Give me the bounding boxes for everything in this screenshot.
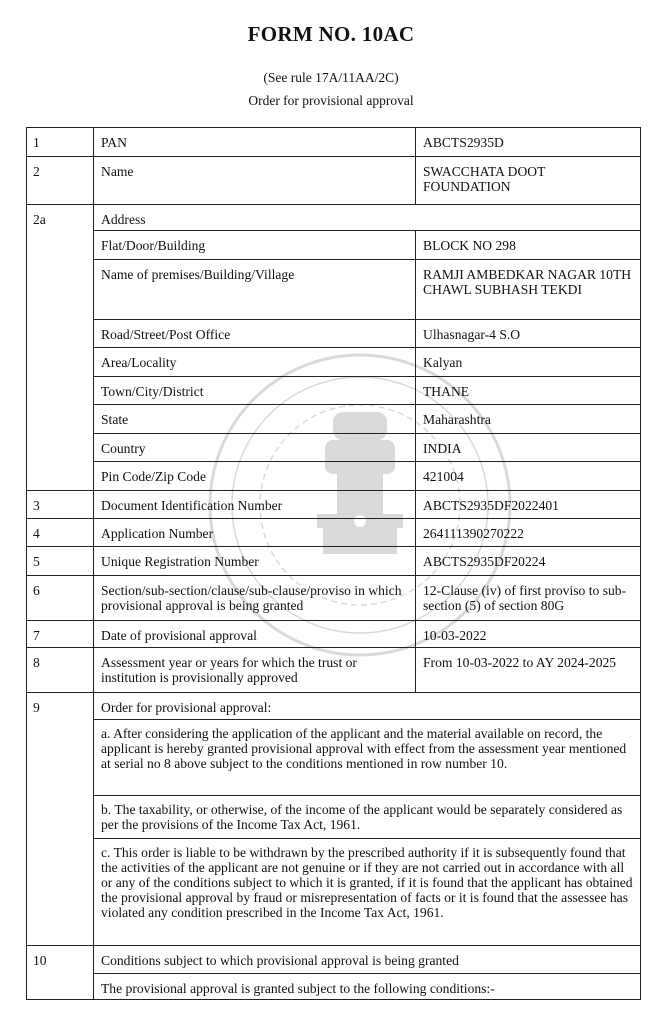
row-label: Pin Code/Zip Code xyxy=(94,462,416,491)
row-label: PAN xyxy=(94,128,416,157)
state-value: Maharashtra xyxy=(416,405,641,434)
table-row xyxy=(27,693,641,720)
conditions-heading: Conditions subject to which provisional approval is being granted xyxy=(94,946,641,974)
table-row xyxy=(27,796,641,839)
row-number: 10 xyxy=(27,946,94,1000)
row-label: Name of premises/Building/Village xyxy=(94,260,416,320)
date-value: 10-03-2022 xyxy=(416,621,641,648)
table-row xyxy=(27,231,641,260)
row-number: 9 xyxy=(27,693,94,946)
form-title: FORM NO. 10AC xyxy=(247,22,415,46)
country-value: INDIA xyxy=(416,434,641,462)
row-label: Road/Street/Post Office xyxy=(94,320,416,348)
table-row xyxy=(27,320,641,348)
row-label: Area/Locality xyxy=(94,348,416,377)
table-row xyxy=(27,128,641,157)
order-paragraph-a: a. After considering the application of the applicant and the material available on record, the applicant is hereby granted provisional approval with effect from the assessment year mentioned at serial no 8 above subject to the conditions mentioned in row number 10. xyxy=(94,720,641,796)
row-label: Town/City/District xyxy=(94,377,416,405)
table-row xyxy=(27,405,641,434)
pin-value: 421004 xyxy=(416,462,641,491)
table-row xyxy=(27,377,641,405)
row-label: Application Number xyxy=(94,519,416,547)
row-number: 3 xyxy=(27,491,94,519)
table-row xyxy=(27,839,641,946)
urn-value: ABCTS2935DF20224 xyxy=(416,547,641,576)
flat-value: BLOCK NO 298 xyxy=(416,231,641,260)
table-row xyxy=(27,621,641,648)
table-row xyxy=(27,974,641,1000)
row-label: Name xyxy=(94,157,416,205)
order-paragraph-c: c. This order is liable to be withdrawn by the prescribed authority if it is subsequently found that the activities of the applicant are not genuine or if they are not carried out in accordance with all or any of the conditions subject to which it is granted, if it is found that the applicant has obtained the provisional approval by fraud or misrepresentation of facts or it is found that the assessee has violated any condition prescribed in the Income Tax Act, 1961. xyxy=(94,839,641,946)
row-number: 2a xyxy=(27,205,94,491)
ay-value: From 10-03-2022 to AY 2024-2025 xyxy=(416,648,641,693)
table-row xyxy=(27,260,641,320)
table-row xyxy=(27,491,641,519)
approval-table xyxy=(26,127,641,1000)
row-label: Flat/Door/Building xyxy=(94,231,416,260)
table-row xyxy=(27,720,641,796)
area-value: Kalyan xyxy=(416,348,641,377)
table-row xyxy=(27,547,641,576)
conditions-intro: The provisional approval is granted subject to the following conditions:- xyxy=(94,974,641,1000)
row-label: Unique Registration Number xyxy=(94,547,416,576)
table-row xyxy=(27,157,641,205)
table-row xyxy=(27,462,641,491)
pan-value: ABCTS2935D xyxy=(416,128,641,157)
premises-value: RAMJI AMBEDKAR NAGAR 10TH CHAWL SUBHASH TEKDI xyxy=(416,260,641,320)
table-row xyxy=(27,946,641,974)
table-row xyxy=(27,434,641,462)
row-label: Document Identification Number xyxy=(94,491,416,519)
table-row xyxy=(27,205,641,231)
row-label: Date of provisional approval xyxy=(94,621,416,648)
row-number: 5 xyxy=(27,547,94,576)
section-value: 12-Clause (iv) of first proviso to sub-section (5) of section 80G xyxy=(416,576,641,621)
order-paragraph-b: b. The taxability, or otherwise, of the income of the applicant would be separately considered as per the provisions of the Income Tax Act, 1961. xyxy=(94,796,641,839)
row-number: 8 xyxy=(27,648,94,693)
row-label: Section/sub-section/clause/sub-clause/proviso in which provisional approval is being granted xyxy=(94,576,416,621)
rule-reference: (See rule 17A/11AA/2C) xyxy=(263,70,399,85)
table-row xyxy=(27,576,641,621)
row-label: Assessment year or years for which the trust or institution is provisionally approved xyxy=(94,648,416,693)
application-value: 264111390270222 xyxy=(416,519,641,547)
road-value: Ulhasnagar-4 S.O xyxy=(416,320,641,348)
row-number: 2 xyxy=(27,157,94,205)
name-value: SWACCHATA DOOT FOUNDATION xyxy=(416,157,641,205)
form-subtitle: Order for provisional approval xyxy=(248,93,414,108)
table-row xyxy=(27,648,641,693)
row-number: 1 xyxy=(27,128,94,157)
table-row xyxy=(27,348,641,377)
town-value: THANE xyxy=(416,377,641,405)
address-heading: Address xyxy=(94,205,641,231)
row-number: 4 xyxy=(27,519,94,547)
table-row xyxy=(27,519,641,547)
din-value: ABCTS2935DF2022401 xyxy=(416,491,641,519)
row-number: 7 xyxy=(27,621,94,648)
order-heading: Order for provisional approval: xyxy=(94,693,641,720)
row-number: 6 xyxy=(27,576,94,621)
row-label: State xyxy=(94,405,416,434)
row-label: Country xyxy=(94,434,416,462)
